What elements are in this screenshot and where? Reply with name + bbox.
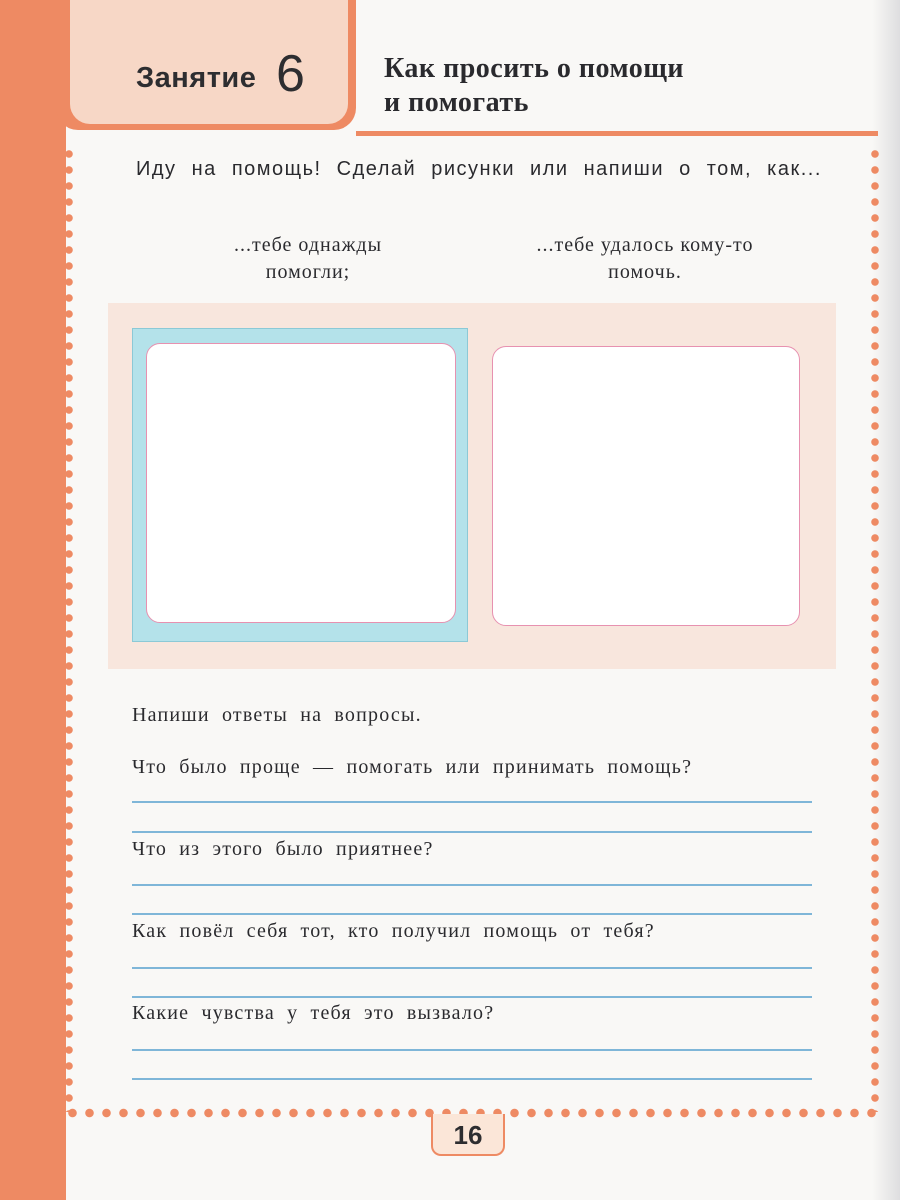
left-color-band [0, 0, 66, 1200]
page-title-line2: и помогать [384, 87, 529, 118]
instruction-text: Иду на помощь! Сделай рисунки или напиши о том, как... [136, 158, 822, 180]
page-title-line1: Как просить о помощи [384, 53, 684, 84]
caption-right-line1: ...тебе удалось кому-то [536, 234, 754, 256]
answer-line[interactable] [132, 884, 812, 886]
page-title [384, 52, 864, 120]
answer-line[interactable] [132, 1078, 812, 1080]
answer-line[interactable] [132, 801, 812, 803]
answer-line[interactable] [132, 967, 812, 969]
lesson-label: Занятие [136, 62, 257, 94]
answer-line[interactable] [132, 913, 812, 915]
page-number: 16 [453, 1120, 483, 1150]
answers-heading: Напиши ответы на вопросы. [132, 704, 422, 726]
question-2: Что из этого было приятнее? [132, 838, 434, 860]
caption-left-line1: ...тебе однажды [233, 234, 383, 256]
drawing-box-right[interactable] [492, 346, 800, 626]
lesson-number: 6 [276, 45, 305, 103]
caption-right [490, 232, 800, 286]
drawing-box-left[interactable] [146, 343, 456, 623]
title-underline [356, 131, 878, 136]
question-3: Как повёл себя тот, кто получил помощь от тебя? [132, 920, 655, 942]
caption-left [188, 232, 428, 286]
question-4: Какие чувства у тебя это вызвало? [132, 1002, 495, 1024]
answer-line[interactable] [132, 831, 812, 833]
question-1: Что было проще — помогать или принимать помощь? [132, 756, 693, 778]
dotted-border-right [870, 146, 880, 1112]
dotted-border-left [64, 146, 74, 1112]
answer-line[interactable] [132, 1049, 812, 1051]
answer-line[interactable] [132, 996, 812, 998]
caption-right-line2: помочь. [608, 261, 682, 283]
caption-left-line2: помогли; [265, 261, 351, 283]
